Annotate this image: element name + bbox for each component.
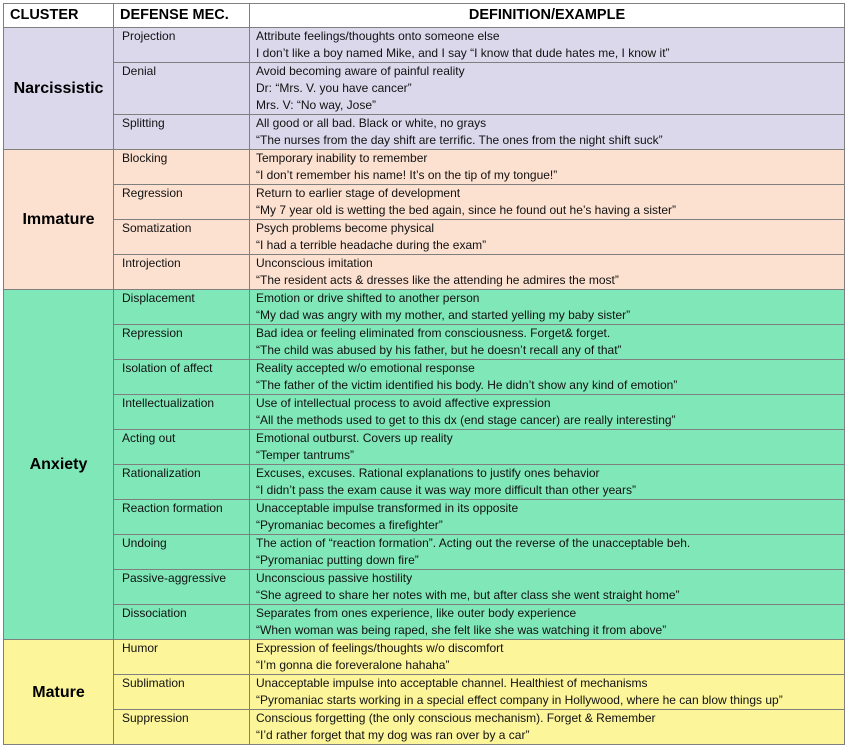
definition-text: Temporary inability to remember (256, 151, 428, 165)
mechanism-name: Sublimation (114, 675, 250, 710)
example-text: “I’m gonna die foreveralone hahaha” (256, 658, 450, 672)
definition-text: All good or all bad. Black or white, no grays (256, 116, 487, 130)
definition-text: Use of intellectual process to avoid affective expression (256, 396, 551, 410)
table-row (4, 290, 845, 325)
example-text: “My dad was angry with my mother, and started yelling my baby sister” (256, 308, 631, 322)
definition-text: Unconscious passive hostility (256, 571, 413, 585)
definition-text: Attribute feelings/thoughts onto someone else (256, 29, 500, 43)
header-row (4, 4, 845, 28)
definition-text: Unconscious imitation (256, 256, 373, 270)
mechanism-name: Reaction formation (114, 500, 250, 535)
example-text: Dr: “Mrs. V. you have cancer” (256, 81, 412, 95)
mechanism-name: Undoing (114, 535, 250, 570)
example-text: “Pyromaniac becomes a firefighter” (256, 518, 443, 532)
table-row (4, 220, 845, 255)
mechanism-name: Suppression (114, 710, 250, 745)
mechanism-name: Introjection (114, 255, 250, 290)
table-row (4, 500, 845, 535)
mechanism-name: Passive-aggressive (114, 570, 250, 605)
definition-cell (250, 640, 845, 675)
mechanism-name: Humor (114, 640, 250, 675)
definition-cell (250, 605, 845, 640)
mechanism-name: Acting out (114, 430, 250, 465)
mechanism-name: Denial (114, 63, 250, 115)
example-text: “Pyromaniac putting down fire” (256, 553, 419, 567)
definition-text: Avoid becoming aware of painful reality (256, 64, 465, 78)
definition-text: Psych problems become physical (256, 221, 435, 235)
definition-cell (250, 360, 845, 395)
table-row (4, 150, 845, 185)
table-row (4, 710, 845, 745)
example-text: “When woman was being raped, she felt like she was watching it from above” (256, 623, 667, 637)
example-text: “The father of the victim identified his body. He didn’t show any kind of emotion” (256, 378, 678, 392)
example-text: Mrs. V: “No way, Jose” (256, 98, 377, 112)
header-mechanism: DEFENSE MEC. (114, 4, 250, 28)
definition-cell (250, 395, 845, 430)
mechanism-name: Intellectualization (114, 395, 250, 430)
mechanism-name: Displacement (114, 290, 250, 325)
example-text: “All the methods used to get to this dx (end stage cancer) are really interesting” (256, 413, 676, 427)
table-row (4, 675, 845, 710)
example-text: “The nurses from the day shift are terrific. The ones from the night shift suck” (256, 133, 663, 147)
table-row (4, 430, 845, 465)
table-row (4, 255, 845, 290)
example-text: “The resident acts & dresses like the attending he admires the most” (256, 273, 619, 287)
header-cluster: CLUSTER (4, 4, 114, 28)
definition-text: Bad idea or feeling eliminated from consciousness. Forget& forget. (256, 326, 611, 340)
definition-cell (250, 28, 845, 63)
definition-cell (250, 535, 845, 570)
definition-cell (250, 115, 845, 150)
table-row (4, 395, 845, 430)
definition-text: Expression of feelings/thoughts w/o discomfort (256, 641, 504, 655)
definition-cell (250, 185, 845, 220)
definition-cell (250, 710, 845, 745)
example-text: “I don’t remember his name! It’s on the tip of my tongue!” (256, 168, 558, 182)
definition-text: Emotion or drive shifted to another person (256, 291, 480, 305)
example-text: “Temper tantrums” (256, 448, 355, 462)
example-text: “I didn’t pass the exam cause it was way more difficult than other years” (256, 483, 636, 497)
table-row (4, 28, 845, 63)
definition-text: Conscious forgetting (the only conscious mechanism). Forget & Remember (256, 711, 656, 725)
header-definition: DEFINITION/EXAMPLE (250, 4, 845, 28)
definition-text: Unacceptable impulse transformed in its opposite (256, 501, 519, 515)
definition-text: Unacceptable impulse into acceptable channel. Healthiest of mechanisms (256, 676, 648, 690)
example-text: “I’d rather forget that my dog was ran over by a car” (256, 728, 530, 742)
definition-cell (250, 255, 845, 290)
table-row (4, 63, 845, 115)
example-text: “I had a terrible headache during the exam” (256, 238, 487, 252)
definition-text: Separates from ones experience, like outer body experience (256, 606, 577, 620)
table-row (4, 640, 845, 675)
table-row (4, 535, 845, 570)
definition-cell (250, 150, 845, 185)
defense-mechanisms-table (3, 3, 845, 745)
example-text: “Pyromaniac starts working in a special effect company in Hollywood, where he can blow things up” (256, 693, 783, 707)
example-text: “She agreed to share her notes with me, but after class she went straight home” (256, 588, 680, 602)
mechanism-name: Regression (114, 185, 250, 220)
table-row (4, 360, 845, 395)
mechanism-name: Somatization (114, 220, 250, 255)
definition-cell (250, 500, 845, 535)
table-body (4, 28, 845, 745)
definition-cell (250, 465, 845, 500)
mechanism-name: Repression (114, 325, 250, 360)
definition-cell (250, 220, 845, 255)
definition-cell (250, 430, 845, 465)
definition-text: Excuses, excuses. Rational explanations to justify ones behavior (256, 466, 600, 480)
cluster-name: Anxiety (4, 290, 114, 640)
table-row (4, 325, 845, 360)
mechanism-name: Blocking (114, 150, 250, 185)
definition-text: Return to earlier stage of development (256, 186, 461, 200)
definition-cell (250, 675, 845, 710)
mechanism-name: Projection (114, 28, 250, 63)
definition-cell (250, 570, 845, 605)
definition-cell (250, 325, 845, 360)
table-row (4, 185, 845, 220)
definition-cell (250, 63, 845, 115)
table-row (4, 570, 845, 605)
cluster-name: Narcissistic (4, 28, 114, 150)
table-row (4, 605, 845, 640)
definition-text: The action of “reaction formation”. Acting out the reverse of the unacceptable beh. (256, 536, 691, 550)
example-text: I don’t like a boy named Mike, and I say “I know that dude hates me, I know it” (256, 46, 670, 60)
example-text: “My 7 year old is wetting the bed again, since he found out he’s having a sister” (256, 203, 677, 217)
mechanism-name: Dissociation (114, 605, 250, 640)
definition-text: Emotional outburst. Covers up reality (256, 431, 453, 445)
cluster-name: Mature (4, 640, 114, 745)
table-row (4, 465, 845, 500)
mechanism-name: Rationalization (114, 465, 250, 500)
table-row (4, 115, 845, 150)
example-text: “The child was abused by his father, but he doesn’t recall any of that” (256, 343, 622, 357)
mechanism-name: Isolation of affect (114, 360, 250, 395)
definition-cell (250, 290, 845, 325)
definition-text: Reality accepted w/o emotional response (256, 361, 475, 375)
mechanism-name: Splitting (114, 115, 250, 150)
cluster-name: Immature (4, 150, 114, 290)
